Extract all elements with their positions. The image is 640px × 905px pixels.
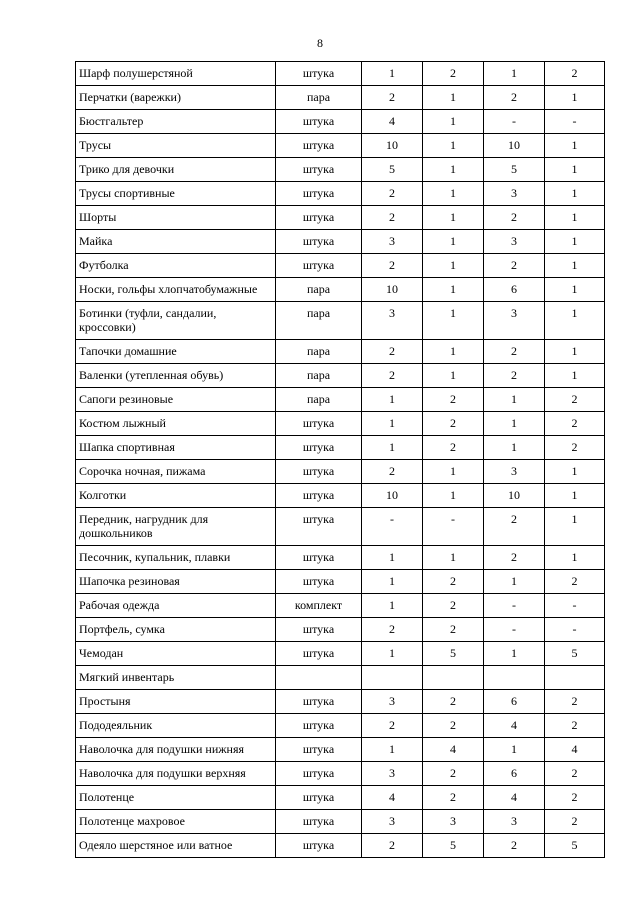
quantity-cell-2: 1 bbox=[423, 110, 484, 134]
quantity-cell-3: 1 bbox=[484, 62, 545, 86]
unit-cell: штука bbox=[276, 206, 362, 230]
quantity-cell-2: 2 bbox=[423, 412, 484, 436]
quantity-cell-2: 5 bbox=[423, 642, 484, 666]
quantity-cell-3: 1 bbox=[484, 412, 545, 436]
unit-cell: штука bbox=[276, 786, 362, 810]
quantity-cell-3: 10 bbox=[484, 134, 545, 158]
unit-cell: штука bbox=[276, 762, 362, 786]
quantity-cell-4: 1 bbox=[545, 508, 605, 546]
quantity-cell-2: 5 bbox=[423, 834, 484, 858]
quantity-cell-3: 2 bbox=[484, 364, 545, 388]
quantity-cell-1: 3 bbox=[362, 690, 423, 714]
quantity-cell-4: 1 bbox=[545, 254, 605, 278]
quantity-cell-2: 1 bbox=[423, 230, 484, 254]
unit-cell: штука bbox=[276, 62, 362, 86]
quantity-cell-2: 2 bbox=[423, 762, 484, 786]
item-name-cell: Передник, нагрудник для дошкольников bbox=[76, 508, 276, 546]
quantity-cell-2: - bbox=[423, 508, 484, 546]
quantity-cell-1: 2 bbox=[362, 182, 423, 206]
quantity-cell-4: 2 bbox=[545, 810, 605, 834]
unit-cell: штука bbox=[276, 714, 362, 738]
quantity-cell-2 bbox=[423, 666, 484, 690]
quantity-cell-4: 1 bbox=[545, 134, 605, 158]
item-name-cell: Полотенце махровое bbox=[76, 810, 276, 834]
item-name-cell: Ботинки (туфли, сандалии, кроссовки) bbox=[76, 302, 276, 340]
unit-cell: штука bbox=[276, 254, 362, 278]
quantity-cell-2: 1 bbox=[423, 364, 484, 388]
item-name-cell: Чемодан bbox=[76, 642, 276, 666]
item-name-cell: Шарф полушерстяной bbox=[76, 62, 276, 86]
quantity-cell-2: 2 bbox=[423, 388, 484, 412]
quantity-cell-4: 2 bbox=[545, 690, 605, 714]
table-row bbox=[76, 134, 605, 158]
table-row bbox=[76, 642, 605, 666]
table-row bbox=[76, 436, 605, 460]
item-name-cell: Полотенце bbox=[76, 786, 276, 810]
quantity-cell-3: 3 bbox=[484, 460, 545, 484]
quantity-cell-2: 1 bbox=[423, 158, 484, 182]
quantity-cell-4: - bbox=[545, 618, 605, 642]
item-name-cell: Одеяло шерстяное или ватное bbox=[76, 834, 276, 858]
quantity-cell-1: 3 bbox=[362, 302, 423, 340]
quantity-cell-2: 2 bbox=[423, 570, 484, 594]
quantity-cell-4: 1 bbox=[545, 484, 605, 508]
quantity-cell-1: 1 bbox=[362, 642, 423, 666]
item-name-cell: Костюм лыжный bbox=[76, 412, 276, 436]
item-name-cell: Перчатки (варежки) bbox=[76, 86, 276, 110]
quantity-cell-4: - bbox=[545, 594, 605, 618]
quantity-cell-4: 5 bbox=[545, 834, 605, 858]
item-name-cell: Рабочая одежда bbox=[76, 594, 276, 618]
table-row bbox=[76, 364, 605, 388]
quantity-cell-4: 1 bbox=[545, 364, 605, 388]
quantity-cell-4: 1 bbox=[545, 182, 605, 206]
table-row bbox=[76, 110, 605, 134]
table-row bbox=[76, 546, 605, 570]
quantity-cell-4: 2 bbox=[545, 570, 605, 594]
quantity-cell-4: 2 bbox=[545, 714, 605, 738]
quantity-cell-2: 2 bbox=[423, 618, 484, 642]
quantity-cell-1: 1 bbox=[362, 570, 423, 594]
page-number: 8 bbox=[317, 36, 323, 50]
unit-cell: штука bbox=[276, 110, 362, 134]
table-row bbox=[76, 460, 605, 484]
quantity-cell-2: 1 bbox=[423, 460, 484, 484]
unit-cell: пара bbox=[276, 278, 362, 302]
quantity-cell-1: 4 bbox=[362, 786, 423, 810]
quantity-cell-1: 4 bbox=[362, 110, 423, 134]
quantity-cell-3: 2 bbox=[484, 508, 545, 546]
quantity-cell-1: 2 bbox=[362, 206, 423, 230]
quantity-cell-2: 1 bbox=[423, 134, 484, 158]
unit-cell: пара bbox=[276, 340, 362, 364]
table-row bbox=[76, 738, 605, 762]
quantity-cell-3: 10 bbox=[484, 484, 545, 508]
quantity-cell-3: 2 bbox=[484, 206, 545, 230]
item-name-cell: Бюстгальтер bbox=[76, 110, 276, 134]
quantity-cell-3 bbox=[484, 666, 545, 690]
quantity-cell-1: 3 bbox=[362, 762, 423, 786]
table-row bbox=[76, 230, 605, 254]
quantity-cell-2: 1 bbox=[423, 254, 484, 278]
item-name-cell: Шорты bbox=[76, 206, 276, 230]
item-name-cell: Простыня bbox=[76, 690, 276, 714]
inventory-table-body bbox=[76, 62, 605, 858]
quantity-cell-2: 2 bbox=[423, 594, 484, 618]
quantity-cell-4: 1 bbox=[545, 206, 605, 230]
table-row bbox=[76, 182, 605, 206]
quantity-cell-4: 1 bbox=[545, 340, 605, 364]
quantity-cell-1: 1 bbox=[362, 546, 423, 570]
item-name-cell: Футболка bbox=[76, 254, 276, 278]
unit-cell: штука bbox=[276, 618, 362, 642]
table-row bbox=[76, 158, 605, 182]
quantity-cell-4: 1 bbox=[545, 230, 605, 254]
unit-cell: пара bbox=[276, 302, 362, 340]
unit-cell: штука bbox=[276, 158, 362, 182]
unit-cell: штука bbox=[276, 484, 362, 508]
quantity-cell-4: 1 bbox=[545, 302, 605, 340]
quantity-cell-3: 3 bbox=[484, 230, 545, 254]
table-row bbox=[76, 666, 605, 690]
quantity-cell-1: - bbox=[362, 508, 423, 546]
unit-cell: штука bbox=[276, 810, 362, 834]
quantity-cell-3: 6 bbox=[484, 690, 545, 714]
table-row bbox=[76, 594, 605, 618]
quantity-cell-1 bbox=[362, 666, 423, 690]
quantity-cell-1: 1 bbox=[362, 594, 423, 618]
quantity-cell-1: 2 bbox=[362, 340, 423, 364]
table-row bbox=[76, 484, 605, 508]
quantity-cell-1: 5 bbox=[362, 158, 423, 182]
unit-cell: пара bbox=[276, 86, 362, 110]
quantity-cell-3: 1 bbox=[484, 738, 545, 762]
unit-cell: штука bbox=[276, 508, 362, 546]
quantity-cell-1: 10 bbox=[362, 278, 423, 302]
quantity-cell-3: - bbox=[484, 618, 545, 642]
quantity-cell-2: 1 bbox=[423, 206, 484, 230]
inventory-table bbox=[75, 61, 605, 858]
table-row bbox=[76, 834, 605, 858]
item-name-cell: Трико для девочки bbox=[76, 158, 276, 182]
quantity-cell-2: 1 bbox=[423, 340, 484, 364]
quantity-cell-3: - bbox=[484, 594, 545, 618]
quantity-cell-4 bbox=[545, 666, 605, 690]
quantity-cell-4: 4 bbox=[545, 738, 605, 762]
unit-cell: штука bbox=[276, 738, 362, 762]
quantity-cell-3: 1 bbox=[484, 642, 545, 666]
quantity-cell-2: 2 bbox=[423, 714, 484, 738]
quantity-cell-3: 1 bbox=[484, 570, 545, 594]
quantity-cell-1: 1 bbox=[362, 388, 423, 412]
table-row bbox=[76, 508, 605, 546]
item-name-cell: Тапочки домашние bbox=[76, 340, 276, 364]
quantity-cell-2: 1 bbox=[423, 278, 484, 302]
quantity-cell-1: 10 bbox=[362, 484, 423, 508]
table-row bbox=[76, 762, 605, 786]
unit-cell: пара bbox=[276, 364, 362, 388]
quantity-cell-4: 2 bbox=[545, 412, 605, 436]
quantity-cell-3: 1 bbox=[484, 436, 545, 460]
unit-cell: пара bbox=[276, 388, 362, 412]
unit-cell: штука bbox=[276, 546, 362, 570]
item-name-cell: Носки, гольфы хлопчатобумажные bbox=[76, 278, 276, 302]
unit-cell: штука bbox=[276, 412, 362, 436]
table-row bbox=[76, 714, 605, 738]
quantity-cell-4: 1 bbox=[545, 546, 605, 570]
item-name-cell: Наволочка для подушки верхняя bbox=[76, 762, 276, 786]
quantity-cell-1: 2 bbox=[362, 460, 423, 484]
unit-cell: штука bbox=[276, 182, 362, 206]
table-row bbox=[76, 618, 605, 642]
table-row bbox=[76, 570, 605, 594]
unit-cell: штука bbox=[276, 570, 362, 594]
quantity-cell-2: 4 bbox=[423, 738, 484, 762]
quantity-cell-3: 1 bbox=[484, 388, 545, 412]
quantity-cell-2: 2 bbox=[423, 690, 484, 714]
quantity-cell-4: 2 bbox=[545, 436, 605, 460]
quantity-cell-2: 1 bbox=[423, 484, 484, 508]
unit-cell: штука bbox=[276, 834, 362, 858]
table-row bbox=[76, 302, 605, 340]
quantity-cell-3: 3 bbox=[484, 182, 545, 206]
quantity-cell-3: 6 bbox=[484, 762, 545, 786]
quantity-cell-1: 1 bbox=[362, 436, 423, 460]
quantity-cell-3: 2 bbox=[484, 340, 545, 364]
quantity-cell-4: 2 bbox=[545, 388, 605, 412]
quantity-cell-1: 1 bbox=[362, 738, 423, 762]
quantity-cell-3: - bbox=[484, 110, 545, 134]
quantity-cell-2: 2 bbox=[423, 62, 484, 86]
item-name-cell: Майка bbox=[76, 230, 276, 254]
quantity-cell-1: 1 bbox=[362, 62, 423, 86]
quantity-cell-1: 2 bbox=[362, 86, 423, 110]
table-row bbox=[76, 278, 605, 302]
quantity-cell-4: 1 bbox=[545, 460, 605, 484]
quantity-cell-1: 2 bbox=[362, 618, 423, 642]
item-name-cell: Портфель, сумка bbox=[76, 618, 276, 642]
quantity-cell-4: 1 bbox=[545, 158, 605, 182]
quantity-cell-1: 2 bbox=[362, 714, 423, 738]
item-name-cell: Колготки bbox=[76, 484, 276, 508]
item-name-cell: Трусы bbox=[76, 134, 276, 158]
item-name-cell: Валенки (утепленная обувь) bbox=[76, 364, 276, 388]
quantity-cell-3: 2 bbox=[484, 254, 545, 278]
unit-cell bbox=[276, 666, 362, 690]
quantity-cell-2: 2 bbox=[423, 436, 484, 460]
quantity-cell-4: 2 bbox=[545, 762, 605, 786]
table-row bbox=[76, 86, 605, 110]
quantity-cell-3: 6 bbox=[484, 278, 545, 302]
item-name-cell: Песочник, купальник, плавки bbox=[76, 546, 276, 570]
unit-cell: штука bbox=[276, 134, 362, 158]
item-name-cell: Сорочка ночная, пижама bbox=[76, 460, 276, 484]
table-row bbox=[76, 62, 605, 86]
quantity-cell-4: 2 bbox=[545, 62, 605, 86]
table-row bbox=[76, 340, 605, 364]
item-name-cell: Трусы спортивные bbox=[76, 182, 276, 206]
table-row bbox=[76, 810, 605, 834]
table-row bbox=[76, 412, 605, 436]
quantity-cell-3: 2 bbox=[484, 546, 545, 570]
item-name-cell: Сапоги резиновые bbox=[76, 388, 276, 412]
table-row bbox=[76, 206, 605, 230]
unit-cell: штука bbox=[276, 460, 362, 484]
table-row bbox=[76, 786, 605, 810]
quantity-cell-1: 2 bbox=[362, 364, 423, 388]
item-name-cell: Наволочка для подушки нижняя bbox=[76, 738, 276, 762]
item-name-cell: Пододеяльник bbox=[76, 714, 276, 738]
quantity-cell-1: 10 bbox=[362, 134, 423, 158]
quantity-cell-4: 5 bbox=[545, 642, 605, 666]
table-row bbox=[76, 690, 605, 714]
quantity-cell-3: 4 bbox=[484, 786, 545, 810]
quantity-cell-3: 3 bbox=[484, 810, 545, 834]
quantity-cell-4: 2 bbox=[545, 786, 605, 810]
quantity-cell-4: 1 bbox=[545, 278, 605, 302]
quantity-cell-2: 1 bbox=[423, 182, 484, 206]
unit-cell: штука bbox=[276, 690, 362, 714]
unit-cell: штука bbox=[276, 230, 362, 254]
quantity-cell-3: 2 bbox=[484, 86, 545, 110]
unit-cell: штука bbox=[276, 642, 362, 666]
quantity-cell-2: 2 bbox=[423, 786, 484, 810]
unit-cell: комплект bbox=[276, 594, 362, 618]
quantity-cell-4: 1 bbox=[545, 86, 605, 110]
quantity-cell-3: 5 bbox=[484, 158, 545, 182]
quantity-cell-2: 1 bbox=[423, 302, 484, 340]
quantity-cell-1: 3 bbox=[362, 810, 423, 834]
table-row bbox=[76, 254, 605, 278]
quantity-cell-1: 2 bbox=[362, 834, 423, 858]
quantity-cell-3: 3 bbox=[484, 302, 545, 340]
table-row bbox=[76, 388, 605, 412]
item-name-cell: Шапка спортивная bbox=[76, 436, 276, 460]
quantity-cell-1: 1 bbox=[362, 412, 423, 436]
quantity-cell-4: - bbox=[545, 110, 605, 134]
item-name-cell: Шапочка резиновая bbox=[76, 570, 276, 594]
unit-cell: штука bbox=[276, 436, 362, 460]
item-name-cell: Мягкий инвентарь bbox=[76, 666, 276, 690]
quantity-cell-1: 3 bbox=[362, 230, 423, 254]
quantity-cell-1: 2 bbox=[362, 254, 423, 278]
quantity-cell-2: 1 bbox=[423, 86, 484, 110]
quantity-cell-3: 2 bbox=[484, 834, 545, 858]
quantity-cell-3: 4 bbox=[484, 714, 545, 738]
quantity-cell-2: 3 bbox=[423, 810, 484, 834]
quantity-cell-2: 1 bbox=[423, 546, 484, 570]
